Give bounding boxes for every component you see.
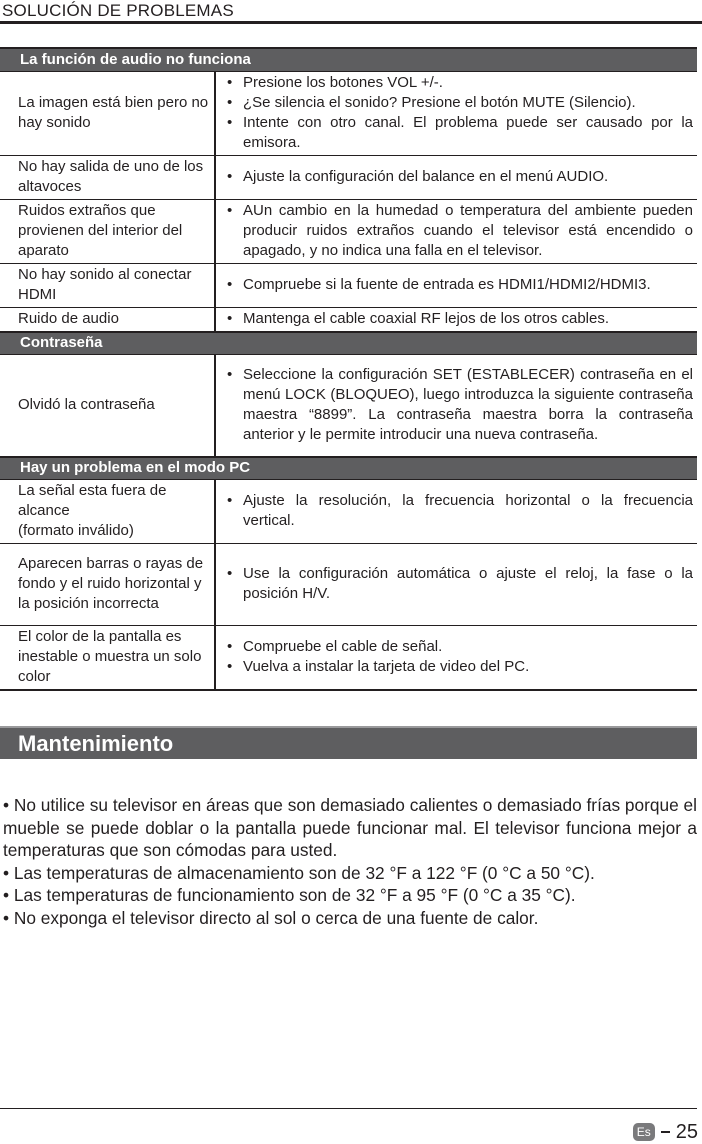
solution-item: • Seleccione la configuración SET (ESTABLECER) contraseña en el menú LOCK (BLOQUEO), luego introduzca la siguiente contraseña maestra “8899”. La contraseña maestra borra la contraseña anterior y le permite introducir una nueva contraseña. <box>222 365 693 445</box>
symptom-cell: Ruidos extraños que provienen del interior del aparato <box>0 199 215 263</box>
solution-item: • Compruebe si la fuente de entrada es HDMI1/HDMI2/HDMI3. <box>222 275 693 295</box>
solution-item: • Vuelva a instalar la tarjeta de video del PC. <box>222 657 693 677</box>
symptom-cell: No hay salida de uno de los altavoces <box>0 155 215 199</box>
solution-item: • ¿Se silencia el sonido? Presione el botón MUTE (Silencio). <box>222 93 693 113</box>
section-header-audio: La función de audio no funciona <box>0 48 697 71</box>
table-row <box>0 71 697 155</box>
table-row <box>0 199 697 263</box>
solution-cell <box>215 355 697 457</box>
solution-cell <box>215 199 697 263</box>
symptom-cell <box>0 480 215 544</box>
symptom-cell: El color de la pantalla es inestable o muestra un solo color <box>0 626 215 691</box>
table-row <box>0 544 697 626</box>
solution-item: • Ajuste la configuración del balance en el menú AUDIO. <box>222 167 693 187</box>
solution-item: • Mantenga el cable coaxial RF lejos de los otros cables. <box>222 309 693 329</box>
section-header-pc-mode: Hay un problema en el modo PC <box>0 457 697 480</box>
solution-cell <box>215 155 697 199</box>
maintenance-item: • Las temperaturas de almacenamiento son de 32 °F a 122 °F (0 °C a 50 °C). <box>3 862 595 883</box>
table-row <box>0 263 697 307</box>
separator-dash <box>661 1131 670 1133</box>
symptom-cell: Ruido de audio <box>0 307 215 332</box>
solution-item: • Use la configuración automática o ajuste el reloj, la fase o la posición H/V. <box>222 564 693 604</box>
solution-item: • Presione los botones VOL +/-. <box>222 73 693 93</box>
symptom-cell: Aparecen barras o rayas de fondo y el ruido horizontal y la posición incorrecta <box>0 544 215 626</box>
solution-cell <box>215 480 697 544</box>
table-row <box>0 480 697 544</box>
solution-cell <box>215 263 697 307</box>
solution-item: • AUn cambio en la humedad o temperatura del ambiente pueden producir ruidos extraños cuando el televisor está encendido o apagado, y no indica una falla en el televisor. <box>222 201 693 261</box>
table-row <box>0 155 697 199</box>
maintenance-body <box>3 794 697 929</box>
troubleshooting-table <box>0 47 697 691</box>
symptom-cell: Olvidó la contraseña <box>0 355 215 457</box>
page-footer <box>633 1121 698 1143</box>
page-title: SOLUCIÓN DE PROBLEMAS <box>2 1 234 20</box>
table-row <box>0 307 697 332</box>
symptom-line: (formato inválido) <box>18 522 134 539</box>
solution-cell <box>215 71 697 155</box>
maintenance-title: Mantenimiento <box>18 731 174 756</box>
solution-item: • Intente con otro canal. El problema puede ser causado por la emisora. <box>222 113 693 153</box>
section-header-password: Contraseña <box>0 332 697 355</box>
symptom-cell: La imagen está bien pero no hay sonido <box>0 71 215 155</box>
maintenance-item: • No utilice su televisor en áreas que son demasiado calientes o demasiado frías porque el mueble se puede doblar o la pantalla puede funcionar mal. El televisor funciona mejor a temperaturas que son cómodas para usted. <box>3 795 697 860</box>
footer-divider <box>0 1108 697 1109</box>
language-badge: Es <box>633 1123 655 1141</box>
maintenance-heading <box>0 726 697 759</box>
solution-item: • Compruebe el cable de señal. <box>222 637 693 657</box>
solution-cell <box>215 626 697 691</box>
table-row <box>0 355 697 457</box>
page-header <box>0 0 702 24</box>
maintenance-item: • No exponga el televisor directo al sol o cerca de una fuente de calor. <box>3 907 539 928</box>
solution-cell <box>215 544 697 626</box>
maintenance-item: • Las temperaturas de funcionamiento son de 32 °F a 95 °F (0 °C a 35 °C). <box>3 885 576 905</box>
symptom-line: La señal esta fuera de alcance <box>18 482 167 519</box>
symptom-cell: No hay sonido al conectar HDMI <box>0 263 215 307</box>
table-row <box>0 626 697 691</box>
page-number: 25 <box>675 1120 698 1143</box>
solution-cell <box>215 307 697 332</box>
solution-item: • Ajuste la resolución, la frecuencia horizontal o la frecuencia vertical. <box>222 491 693 531</box>
